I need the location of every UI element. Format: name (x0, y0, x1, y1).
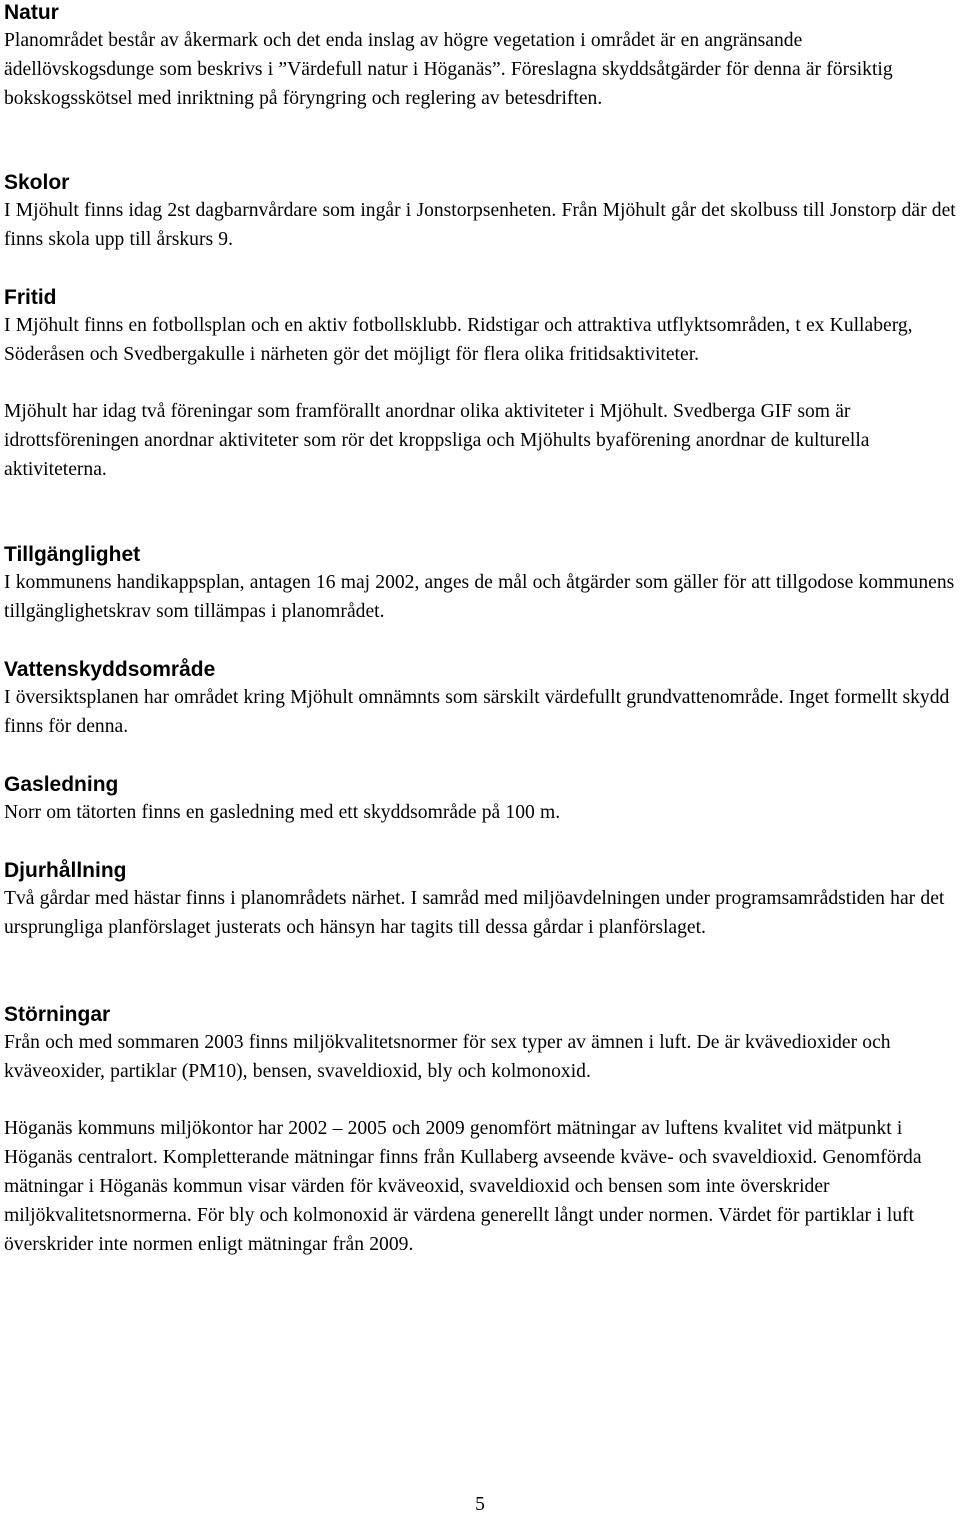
section-storningar (4, 1002, 956, 1259)
section-paragraph: Två gårdar med hästar finns i planområdets närhet. I samråd med miljöavdelningen under programsamrådstiden har det ursprungliga planförslaget justerats och hänsyn har tagits till dessa gårdar i planförslaget. (4, 888, 945, 938)
section-paragraph: Från och med sommaren 2003 finns miljökvalitetsnormer för sex typer av ämnen i luft. De är kvävedioxider och kväveoxider, partiklar (PM10), bensen, svaveldioxid, bly och kolmonoxid. (4, 1032, 891, 1082)
section-paragraph: I kommunens handikappsplan, antagen 16 maj 2002, anges de mål och åtgärder som gäller för att tillgodose kommunens tillgänglighetskrav som tillämpas i planområdet. (4, 572, 955, 622)
section-heading: Djurhållning (4, 859, 127, 882)
section-vattenskyddsomrade (4, 657, 956, 741)
section-paragraph: Planområdet består av åkermark och det enda inslag av högre vegetation i området är en angränsande ädellövskogsdunge som beskrivs i ”Värdefull natur i Höganäs”. Föreslagna skyddsåtgärder för denna är försiktig bokskogsskötsel med inriktning på föryngring och reglering av betesdriften. (4, 30, 893, 109)
section-heading: Skolor (4, 171, 70, 194)
section-paragraph: I Mjöhult finns idag 2st dagbarnvårdare som ingår i Jonstorpsenheten. Från Mjöhult går det skolbuss till Jonstorp där det finns skola upp till årskurs 9. (4, 200, 956, 250)
section-heading: Störningar (4, 1003, 111, 1026)
section-heading: Natur (4, 1, 59, 24)
section-paragraph: Mjöhult har idag två föreningar som framförallt anordnar olika aktiviteter i Mjöhult. Svedberga GIF som är idrottsföreningen anordnar aktiviteter som rör det kroppsliga och Mjöhults byaförening anordnar de kulturella aktiviteterna. (4, 401, 870, 480)
section-skolor (4, 170, 956, 254)
section-heading: Gasledning (4, 773, 119, 796)
section-fritid (4, 285, 956, 484)
section-paragraph: I Mjöhult finns en fotbollsplan och en aktiv fotbollsklubb. Ridstigar och attraktiva utflyktsområden, t ex Kullaberg, Söderåsen och Svedbergakulle i närheten gör det möjligt för flera olika fritidsaktiviteter. (4, 315, 913, 365)
section-paragraph: Höganäs kommuns miljökontor har 2002 – 2005 och 2009 genomfört mätningar av luftens kvalitet vid mätpunkt i Höganäs centralort. Kompletterande mätningar finns från Kullaberg avseende kväve- och svaveldioxid. Genomförda mätningar i Höganäs kommun visar värden för kväveoxid, svaveldioxid och bensen som inte överskrider miljökvalitetsnormerna. För bly och kolmonoxid är värdena generellt långt under normen. Värdet för partiklar i luft överskrider inte normen enligt mätningar från 2009. (4, 1118, 922, 1255)
section-gasledning (4, 772, 956, 827)
section-djurhallning (4, 858, 956, 942)
section-heading: Tillgänglighet (4, 543, 141, 566)
section-paragraph: I översiktsplanen har området kring Mjöhult omnämnts som särskilt värdefullt grundvattenområde. Inget formellt skydd finns för denna. (4, 687, 950, 737)
section-tillganglighet (4, 542, 956, 626)
section-paragraph: Norr om tätorten finns en gasledning med ett skyddsområde på 100 m. (4, 802, 561, 823)
section-heading: Vattenskyddsområde (4, 658, 216, 681)
section-heading: Fritid (4, 286, 57, 309)
page-number: 5 (475, 1494, 485, 1515)
section-natur (4, 0, 956, 113)
